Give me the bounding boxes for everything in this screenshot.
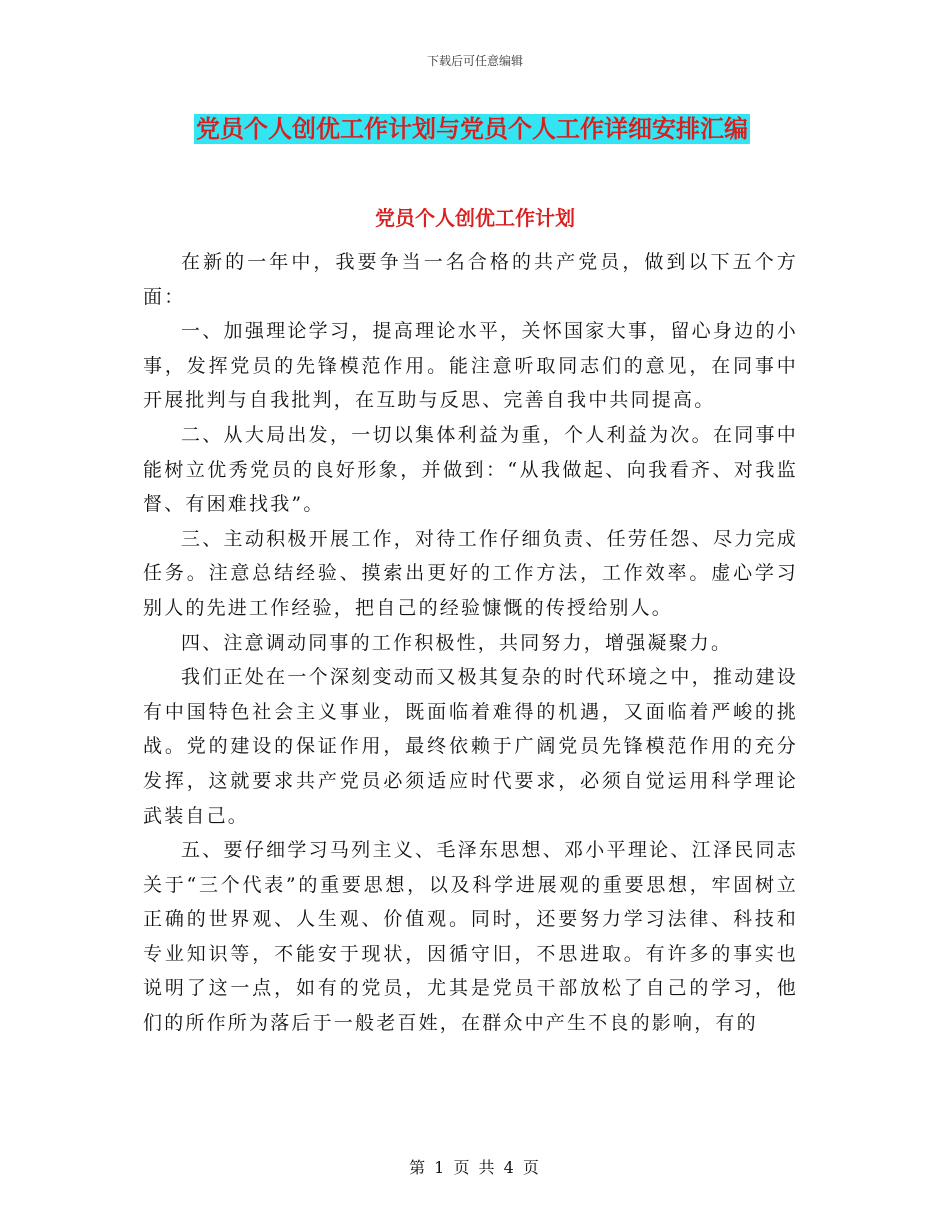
page-header-note: 下载后可任意编辑 (426, 54, 523, 68)
paragraph: 一、加强理论学习，提高理论水平，关怀国家大事，留心身边的小事，发挥党员的先锋模范作用。能注意听取同志们的意见，在同事中开展批判与自我批判，在互助与反思、完善自我中共同提高。 (143, 320, 798, 412)
paragraph: 二、从大局出发，一切以集体利益为重，个人利益为次。在同事中能树立优秀党员的良好形象，并做到：“从我做起、向我看齐、对我监督、有困难找我”。 (143, 423, 798, 516)
section-title: 党员个人创优工作计划 (375, 206, 575, 230)
paragraph: 三、主动积极开展工作，对待工作仔细负责、任劳任怨、尽力完成任务。注意总结经验、摸索出更好的工作方法，工作效率。虚心学习别人的先进工作经验，把自己的经验慷慨的传授给别人。 (143, 527, 798, 619)
paragraph: 五、要仔细学习马列主义、毛泽东思想、邓小平理论、江泽民同志关于“三个代表”的重要思想，以及科学进展观的重要思想，牢固树立正确的世界观、人生观、价值观。同时，还要努力学习法律、科技和专业知识等，不能安于现状，因循守旧，不思进取。有许多的事实也说明了这一点，如有的党员，尤其是党员干部放松了自己的学习，他们的所作所为落后于一般老百姓，在群众中产生不良的影响，有的 (143, 839, 798, 1035)
paragraph: 四、注意调动同事的工作积极性，共同努力，增强凝聚力。 (181, 631, 733, 654)
document-title: 党员个人创优工作计划与党员个人工作详细安排汇编 (196, 114, 748, 143)
paragraph: 我们正处在一个深刻变动而又极其复杂的时代环境之中，推动建设有中国特色社会主义事业，既面临着难得的机遇，又面临着严峻的挑战。党的建设的保证作用，最终依赖于广阔党员先锋模范作用的充分发挥，这就要求共产党员必须适应时代要求，必须自觉运用科学理论武装自己。 (143, 666, 798, 827)
paragraph: 在新的一年中，我要争当一名合格的共产党员，做到以下五个方面： (143, 251, 798, 308)
document-body (143, 245, 798, 1041)
page-number-footer: 第 1 页 共 4 页 (409, 1158, 541, 1177)
